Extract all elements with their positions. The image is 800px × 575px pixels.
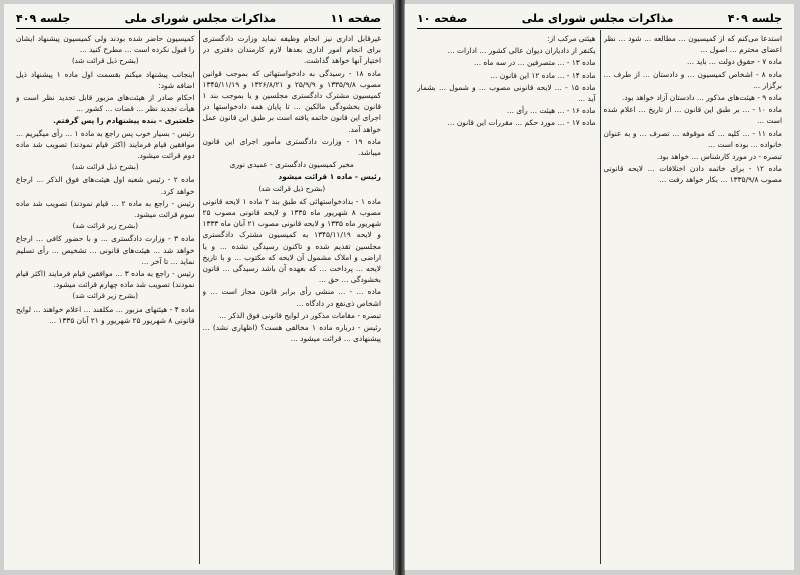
right-page bbox=[404, 4, 794, 570]
paragraph: ماده ۱۷ - ... مورد حکم ... مقررات این قانون ... bbox=[447, 118, 596, 128]
publication-title: مذاکرات مجلس شورای ملی bbox=[521, 11, 674, 25]
text-column-right bbox=[604, 33, 783, 570]
paragraph: ماده ۴ - هیئتهای مزبور ... مکلفند ... اعلام خواهند ... لوایح قانونی ۸ شهریور ۲۵ شهریور و ۲۱ آبان ۱۳۳۵ ... bbox=[16, 304, 195, 325]
paragraph: یکنفر از دادیاران دیوان عالی کشور ... ادارات ... bbox=[447, 46, 596, 56]
paragraph: استدعا می‌کنم که از کمیسیون ... مطالعه ... شود ... نظر اعضای محترم ... اصول ... bbox=[603, 34, 782, 55]
paragraph: رئیس - ماده ۱ قرائت میشود bbox=[278, 172, 381, 182]
paragraph: (بشرح ذیل قرائت شد) bbox=[71, 163, 139, 172]
paragraph: رئیس - درباره ماده ۱ مخالفی هست؟ (اظهاری نشد) ... پیشنهادی ... قرائت میشود ... bbox=[202, 323, 381, 344]
paragraph: ماده ۱۱ - ... کلیه ... که موقوفه ... تصرف ... و به عنوان خانواده ... بوده است ... bbox=[603, 128, 782, 149]
paragraph: ماده ۹ - هیئت‌های مذکور ... دادستان آزاد خواهد بود. bbox=[622, 93, 782, 103]
paragraph: ماده ۱۶ - ... هیئت ... رأی ... bbox=[506, 106, 596, 116]
column-divider bbox=[600, 30, 601, 564]
paragraph: غیرقابل اداری نیز انجام وظیفه نماید وزارت دادگستری برای انجام امور اداری بعدها لازم کارمندان دفتری در اختیار آنها خواهد گذاشت. bbox=[202, 34, 381, 66]
page-header bbox=[417, 10, 782, 29]
paragraph: ماده ۳ - وزارت دادگستری ... و با حضور کافی ... ارجاع خواهد شد ... هیئت‌های قانونی ... تشخیص ... رأی تسلیم نماید ... تا آخر ... bbox=[16, 234, 195, 266]
paragraph: ماده ۱۹ - وزارت دادگستری مأمور اجرای این قانون میباشد. bbox=[202, 136, 381, 158]
paragraph: ماده ۲ - رئیس شعبه اول هیئت‌های فوق الذکر ... ارجاع خواهد کرد. bbox=[16, 175, 195, 196]
paragraph: مخبر کمیسیون دادگستری - عمیدی نوری bbox=[229, 160, 354, 170]
page-header bbox=[16, 10, 381, 29]
paragraph: (بشرح ذیل قرائت شد) bbox=[258, 184, 326, 193]
paragraph: ماده ۱۳ - ... متصرفین ... در سه ماه ... bbox=[474, 58, 596, 68]
text-column-left bbox=[16, 33, 195, 570]
paragraph: ماده ۸ - اشخاص کمیسیون ... و دادستان ... از طرف ... برگزار ... bbox=[603, 69, 782, 90]
paragraph: خلعتبری - بنده پیشنهادم را پس گرفتم. bbox=[53, 116, 195, 126]
paragraph: (بشرح ذیل قرائت شد) bbox=[71, 57, 139, 66]
paragraph: هیئتی مرکب از: bbox=[547, 34, 596, 43]
paragraph: کمیسیون حاضر شده بودند ولی کمیسیون پیشنهاد ایشان را قبول نکرده است ... مطرح کنید ... bbox=[16, 34, 195, 55]
paragraph: ماده ۱۸ - رسیدگی به دادخواستهائی که بموجب قوانین مصوب ۱۳۳۵/۹/۸ و ۲۵/۹/۹ و ۱۳۲۶/۸/۲۱ و ۱۳۴۵/۱۱/۱۹ کمیسیون مشترک دادگستری مجلسین و یا بموجب بند ۱ قانون بخشودگی مالکین ... تا پایان همه دادخواستها در اجرای این قانون خاتمه یافته است بر طبق این قانون عمل خواهد آمد. bbox=[202, 68, 381, 134]
session-number: جلسه ۴۰۹ bbox=[16, 11, 71, 25]
publication-title: مذاکرات مجلس شورای ملی bbox=[124, 11, 277, 25]
text-column-left bbox=[417, 33, 596, 570]
paragraph: رئیس - راجع به ماده ۳ ... موافقین قیام فرمایند (اکثر قیام نمودند) تصویب شد ماده چهارم قرائت میشود. bbox=[16, 269, 195, 290]
session-number: جلسه ۴۰۹ bbox=[727, 11, 782, 25]
page-number: صفحه ۱۱ bbox=[330, 11, 381, 25]
paragraph: ماده ... - ... منشی رأی برابر قانون مجاز است ... و اشخاص ذی‌نفع در دادگاه ... bbox=[202, 287, 381, 308]
paragraph: ماده ۱ - بدادخواستهائی که طبق بند ۲ ماده ۱ لایحه قانونی مصوب ۸ شهریور ماه ۱۳۳۵ و لایحه قانونی مصوب ۲۵ شهریور ماه ۱۳۳۵ و لایحه قانونی مصوب ۲۱ آبان ماه ۱۳۳۳ و لایحه ۱۳۴۵/۱۱/۱۹ به کمیسیون مشترک دادگستری مجلسین تقدیم شده و تاکنون رسیدگی نشده ... و یا اراضی و املاک مشمول آن لایحه که مکتوب ... و با تاریخ لایحه ... پرداخت ... که بعهده آن باشد رسیدگی ... قانون بخشودگی ... حق ... bbox=[202, 196, 381, 285]
left-page bbox=[4, 4, 394, 570]
paragraph: ماده ۱۴ - ... ماده ۱۲ این قانون ... bbox=[490, 70, 596, 80]
text-column-right bbox=[203, 33, 382, 570]
column-divider bbox=[199, 30, 200, 564]
paragraph: اینجانب پیشنهاد میکنم بقسمت اول ماده ۱ پیشنهاد ذیل اضافه شود: bbox=[16, 69, 195, 90]
paragraph: تبصره - در مورد کارشناس ... خواهد بود. bbox=[656, 152, 782, 162]
paragraph: رئیس - بسیار خوب پس راجع به ماده ۱ ... رأی میگیریم ... موافقین قیام فرمایند (اکثر قیام نمودند) تصویب شد ماده دوم قرائت میشود. bbox=[16, 128, 195, 161]
paragraph: ماده ۱۲ - برای خاتمه دادن اختلافات ... لایحه قانونی مصوب ۱۳۳۵/۹/۸ ... بکار خواهد رفت ... bbox=[603, 164, 782, 185]
paragraph: ماده ۷ - حقوق دولت ... باید ... bbox=[686, 57, 782, 67]
paragraph: رئیس - راجع به ماده ۲ ... قیام نمودند) تصویب شد ماده سوم قرائت میشود. bbox=[16, 198, 195, 220]
paragraph: (بشرح زیر قرائت شد) bbox=[72, 292, 138, 301]
paragraph: ماده ۱۵ - ... لایحه قانونی مصوب ... و شمول ... بشمار آید ... bbox=[417, 82, 596, 104]
page-number: صفحه ۱۰ bbox=[417, 11, 468, 25]
paragraph: (بشرح زیر قرائت شد) bbox=[72, 222, 138, 231]
paragraph: احکام صادر از هیئت‌های مزبور قابل تجدید نظر است و هیأت تجدید نظر ... قضات ... کشور ... bbox=[16, 93, 195, 114]
paragraph: تبصره - مقامات مذکور در لوایح قانونی فوق الذکر ... bbox=[219, 310, 381, 320]
paragraph: ماده ۱۰ - ... بر طبق این قانون ... از تاریخ ... اعلام شده است ... bbox=[603, 105, 782, 126]
